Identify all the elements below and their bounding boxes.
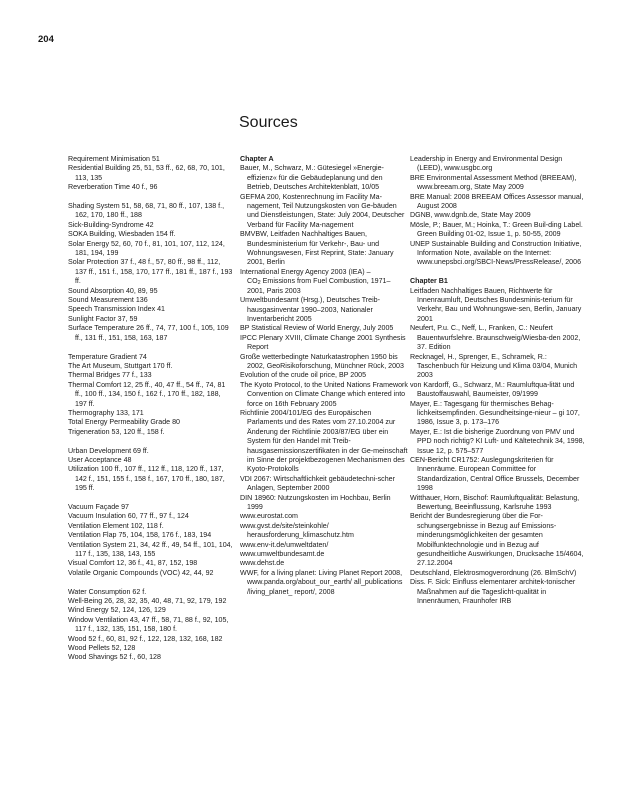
source-entry: www.env-it.de/umweltdaten/ bbox=[240, 540, 329, 549]
source-entry: BMVBW, Leitfaden Nachhaltiges Bauen, Bundesministerium für Verkehr-, Bau- und Wohnungswesen, First Reprint, State: January 2001, Berlin bbox=[240, 230, 394, 267]
index-entry: Water Consumption 62 f. bbox=[68, 587, 147, 596]
index-entry: Well-Being 26, 28, 32, 35, 40, 48, 71, 92, 179, 192 bbox=[68, 597, 227, 606]
index-entry: Speech Transmission Index 41 bbox=[68, 305, 166, 314]
index-entry: The Art Museum, Stuttgart 170 ff. bbox=[68, 361, 173, 370]
source-entry: von Kardorff, G., Schwarz, M.: Raumluftqua-lität und Baustoffauswahl, Baumeister, 09/1999 bbox=[410, 380, 575, 399]
source-entry bbox=[240, 268, 408, 296]
index-entry: Requirement Minimisation 51 bbox=[68, 155, 160, 163]
page-number: 204 bbox=[38, 34, 54, 45]
source-entry: The Kyoto Protocol, to the United Nations Framework Convention on Climate Change which entered into force on 16th February 2005 bbox=[240, 380, 408, 408]
index-entry: Visual Comfort 12, 36 f., 41, 87, 152, 198 bbox=[68, 559, 198, 568]
source-entry: Richtlinie 2004/101/EG des Europäischen Parlaments und des Rates vom 27.10.2004 zur Änderung der Richtlinie 2003/87/EG über ein System für den Handel mit Treib-hausgasemissionszertifikaten in der Ge-meinschaft im Sinne der projektbezogenen Mechanismen des Kyoto-Protokolls bbox=[240, 408, 408, 474]
entry-text: International Energy Agency 2003 (IEA) – bbox=[240, 267, 371, 276]
index-entry: Wood 52 f., 60, 81, 92 f., 122, 128, 132, 168, 182 bbox=[68, 634, 223, 643]
index-entry: Shading System 51, 58, 68, 71, 80 ff., 107, 138 f., 162, 170, 180 ff., 188 bbox=[68, 202, 225, 220]
source-entry: Bauer, M., Schwarz, M.: Gütesiegel »Energie-effizienz« für die Gebäudeplanung und den Betrieb, Deutsches Architektenblatt, 10/05 bbox=[240, 164, 384, 192]
spacer bbox=[68, 578, 233, 587]
source-entry: BP Statistical Review of World Energy, July 2005 bbox=[240, 324, 394, 333]
source-entry: Mayer, E.: Tagesgang für thermisches Behag-lichkeitsempfinden. Gesundheitsinge-nieur – gi 107, 1986, Issue 3, p. 173–176 bbox=[410, 399, 580, 427]
index-entry: Ventilation System 21, 34, 42 ff., 49, 54 ff., 101, 104, 117 f., 135, 138, 143, 155 bbox=[68, 540, 233, 558]
index-entry: Total Energy Permeability Grade 80 bbox=[68, 418, 180, 427]
spacer bbox=[410, 268, 586, 277]
source-entry: Deutschland, Elektrosmogverordnung (26. BlmSchV) bbox=[410, 568, 577, 577]
page-title: Sources bbox=[239, 114, 298, 131]
section-heading: Chapter B1 bbox=[410, 277, 448, 286]
index-entry: Surface Temperature 26 ff., 74, 77, 100 f., 105, 109 ff., 131 ff., 151, 158, 163, 187 bbox=[68, 324, 229, 342]
index-entry: SOKA Building, Wiesbaden 154 ff. bbox=[68, 230, 176, 239]
source-entry: DGNB, www.dgnb.de, State May 2009 bbox=[410, 211, 531, 220]
index-entry: Utilization 100 ff., 107 ff., 112 ff., 118, 120 ff., 137, 142 f., 151, 155 f., 158 f., 167, 170 ff., 180, 187, 195 ff. bbox=[68, 465, 225, 493]
co2-text: CO bbox=[247, 277, 258, 286]
spacer bbox=[68, 437, 233, 446]
index-entry: Sound Measurement 136 bbox=[68, 296, 148, 305]
index-entry: Sound Absorption 40, 89, 95 bbox=[68, 286, 158, 295]
spacer bbox=[68, 494, 233, 503]
sources-column-chapter-a bbox=[240, 155, 408, 597]
source-entry: Umweltbundesamt (Hrsg.), Deutsches Treib-hausgasinventar 1990–2003, Nationaler Inventarbericht 2005 bbox=[240, 296, 380, 323]
source-entry: BRE Manual: 2008 BREEAM Offices Assessor manual, August 2008 bbox=[410, 192, 584, 211]
index-entry: Wood Shavings 52 f., 60, 128 bbox=[68, 653, 161, 662]
index-entry: Ventilation Element 102, 118 f. bbox=[68, 521, 164, 530]
index-entry: Vacuum Insulation 60, 77 ff., 97 f., 124 bbox=[68, 512, 189, 521]
spacer bbox=[68, 343, 233, 352]
source-entry: CEN-Bericht CR1752: Auslegungskriterien für Innenräume. European Committee for Standardization, Central Office Brussels, December 1998 bbox=[410, 455, 580, 493]
source-entry: Große wetterbedingte Naturkatastrophen 1950 bis 2002, GeoRisikoforschung, Münchner Rück, 2003 bbox=[240, 352, 404, 370]
source-entry: Leadership in Energy and Environmental Design (LEED), www.usgbc.org bbox=[410, 155, 563, 173]
index-entry: Sick-Building-Syndrome 42 bbox=[68, 220, 154, 229]
source-entry: www.umweltbundesamt.de bbox=[240, 550, 325, 559]
sources-column-leed-and-chapter-b1 bbox=[410, 155, 586, 606]
spacer bbox=[68, 193, 233, 202]
source-entry: www.eurostat.com bbox=[240, 512, 298, 521]
source-entry: Recknagel, H., Sprenger, E., Schramek, R.: Taschenbuch für Heizung und Klima 03/04, Munich 2003 bbox=[410, 352, 578, 380]
source-entry: DIN 18960: Nutzungskosten im Hochbau, Berlin 1999 bbox=[240, 493, 391, 512]
source-entry: VDI 2067: Wirtschaftlichkeit gebäudetechni-scher Anlagen, September 2000 bbox=[240, 474, 395, 493]
index-entry: Ventilation Flap 75, 104, 158, 176 f., 183, 194 bbox=[68, 531, 212, 540]
index-entry: Wood Pellets 52, 128 bbox=[68, 644, 136, 653]
co2-rest: Emissions from Fuel Combustion, 1971–2001, Paris 2003 bbox=[247, 277, 391, 295]
index-entry: Vacuum Façade 97 bbox=[68, 502, 129, 511]
source-entry: Bericht der Bundesregierung über die For-schungsergebnisse in Bezug auf Emissions-minderungsmöglichkeiten der gesamten Mobilfunktechnologie und in Bezug auf gesundheitliche Auswirkungen, Drucksache 15/4604, 27.12.2004 bbox=[410, 512, 584, 568]
source-entry: WWF, for a living planet: Living Planet Report 2008, www.panda.org/about_our_earth/ all_publications /living_planet_ report/, 2008 bbox=[240, 568, 403, 596]
index-entry: Thermography 133, 171 bbox=[68, 408, 144, 417]
index-column bbox=[68, 155, 233, 663]
source-entry: Mayer, E.: Ist die bisherige Zuordnung von PMV und PPD noch richtig? KI Luft- und Kältetechnik 34, 1998, Issue 12, p. 575–577 bbox=[410, 427, 585, 455]
source-entry: BRE Environmental Assessment Method (BREEAM), www.breeam.org, State May 2009 bbox=[410, 173, 577, 192]
source-entry: www.dehst.de bbox=[240, 559, 285, 568]
index-entry: Solar Energy 52, 60, 70 f., 81, 101, 107, 112, 124, 181, 194, 199 bbox=[68, 239, 225, 258]
source-entry: Diss. F. Sick: Einfluss elementarer architek-tonischer Maßnahmen auf die Tageslicht-qualität in Innenräumen, Fraunhofer IRB bbox=[410, 578, 576, 606]
index-entry: Urban Development 69 ff. bbox=[68, 446, 149, 455]
section-heading: Chapter A bbox=[240, 155, 274, 163]
source-entry: Neufert, P.u. C., Neff, L., Franken, C.: Neufert Bauentwurfslehre. Braunschweig/Wiesba-den 2002, 37. Edition bbox=[410, 324, 581, 352]
source-entry: UNEP Sustainable Building and Construction Initiative, Information Note, available on the Internet: www.unepsbci.org/SBCI-News/PressRelease/, 2006 bbox=[410, 239, 582, 267]
index-entry: Sunlight Factor 37, 59 bbox=[68, 314, 138, 323]
index-entry: Thermal Bridges 77 f., 133 bbox=[68, 371, 152, 380]
source-entry: Mösle, P.; Bauer, M.; Hoinka, T.: Green Buil-ding Label. Green Building 01-02, Issue 1, p. 50-55, 2009 bbox=[410, 220, 583, 239]
source-entry: Leitfaden Nachhaltiges Bauen, Richtwerte für Innenraumluft, Deutsches Bundesminis-terium für Verkehr, Bau und Wohnungswe-sen, Berlin, January 2001 bbox=[410, 286, 582, 323]
source-entry: GEFMA 200, Kostenrechnung im Facility Ma-nagement, Teil Nutzungskosten von Ge-bäuden und Dienstleistungen, State: July 2004, Deutscher Verband für Facility Ma-nagement bbox=[240, 192, 405, 229]
index-entry: Residential Building 25, 51, 53 ff., 62, 68, 70, 101, 113, 135 bbox=[68, 164, 225, 182]
source-entry: www.gvst.de/site/steinkohle/ herausforderung_klimaschutz.htm bbox=[240, 521, 354, 540]
index-entry: Solar Protection 37 f., 48 f., 57, 80 ff., 98 ff., 112, 137 ff., 151 f., 158, 170, 177 ff., 181 ff., 187 f., 193 ff. bbox=[68, 258, 233, 286]
index-entry: Trigeneration 53, 120 ff., 158 f. bbox=[68, 427, 165, 436]
source-entry: Evolution of the crude oil price, BP 2005 bbox=[240, 371, 367, 380]
index-entry: Wind Energy 52, 124, 126, 129 bbox=[68, 606, 166, 615]
co2-subscript: 2 bbox=[257, 280, 261, 287]
index-entry: Window Ventilation 43, 47 ff., 58, 71, 88 f., 92, 105, 117 f., 132, 135, 151, 158, 180 f. bbox=[68, 615, 229, 634]
index-entry: Temperature Gradient 74 bbox=[68, 352, 147, 361]
index-entry: Volatile Organic Compounds (VOC) 42, 44, 92 bbox=[68, 568, 214, 577]
index-entry: User Acceptance 48 bbox=[68, 455, 132, 464]
index-entry: Reverberation Time 40 f., 96 bbox=[68, 183, 158, 192]
index-entry: Thermal Comfort 12, 25 ff., 40, 47 ff., 54 ff., 74, 81 ff., 100 ff., 134, 150 f., 162 f., 170 ff., 182, 188, 197 ff. bbox=[68, 380, 226, 408]
source-entry: Witthauer, Horn, Bischof: Raumluftqualität: Belastung, Bewertung, Beeinflussung, Karlsruhe 1993 bbox=[410, 493, 580, 512]
source-entry: IPCC Plenary XVIII, Climate Change 2001 Synthesis Report bbox=[240, 333, 406, 352]
